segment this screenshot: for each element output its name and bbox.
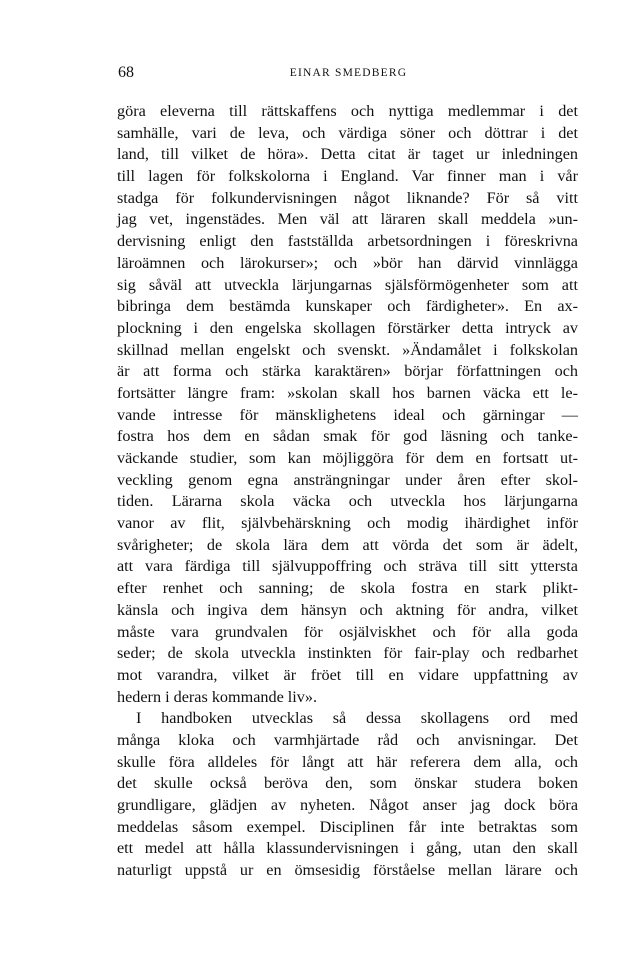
text-line: svårigheter; de skola lära dem att vörda det som är ädelt, <box>117 535 578 554</box>
text-line: till lagen för folkskolorna i England. Var finner man i vår <box>117 167 578 186</box>
text-line: skulle föra alldeles för långt att här referera dem alla, och <box>117 752 578 771</box>
text-line: I handboken utvecklas så dessa skollagens ord med <box>136 709 578 728</box>
text-line: naturligt uppstå ur en ömsesidig förståelse mellan lärare och <box>117 861 578 880</box>
body-text <box>117 101 578 882</box>
text-line: grundligare, glädjen av nyheten. Något anser jag dock böra <box>117 796 578 814</box>
text-line: det skulle också beröva den, som önskar studera boken <box>117 774 578 793</box>
text-line: stadga för folkundervisningen något liknande? För så vitt <box>117 188 578 207</box>
text-line: vanor av flit, självbehärskning och modig ihärdighet inför <box>117 514 578 533</box>
text-line: hedern i deras kommande liv». <box>117 687 318 706</box>
text-line: mot varandra, vilket är fröet till en vidare uppfattning av <box>117 665 578 684</box>
text-line: göra eleverna till rättskaffens och nyttiga medlemmar i det <box>117 102 578 120</box>
text-line: att vara färdiga till självuppoffring och sträva till sitt yttersta <box>117 557 578 576</box>
text-line: meddelas såsom exempel. Disciplinen får inte betraktas som <box>117 817 578 836</box>
text-line: läroämnen och lärokurser»; och »bör han därvid vinnlägga <box>117 253 578 272</box>
text-line: plockning i den engelska skollagen förstärker detta intryck av <box>117 318 578 337</box>
paragraph <box>117 708 578 882</box>
running-header <box>118 64 579 86</box>
text-line: sig såväl att utveckla lärjungarnas själsförmögenheter som att <box>117 275 578 294</box>
text-line: många kloka och varmhjärtade råd och anvisningar. Det <box>117 730 578 749</box>
text-line: skillnad mellan engelskt och svenskt. »Ändamålet i folkskolan <box>117 340 578 359</box>
text-line: land, till vilket de höra». Detta citat är taget ur inledningen <box>117 145 578 164</box>
text-line: seder; de skola utveckla instinkten för fair-play och redbarhet <box>117 644 578 663</box>
text-line: är att forma och stärka karaktären» börjar författningen och <box>117 362 578 381</box>
paragraph <box>117 101 578 708</box>
page-number: 68 <box>118 64 134 81</box>
text-line: dervisning enligt den fastställda arbetsordningen i föreskrivna <box>117 232 578 251</box>
text-line: samhälle, vari de leva, och värdiga söner och döttrar i det <box>117 123 578 142</box>
text-line: känsla och ingiva dem hänsyn och aktning för andra, vilket <box>117 600 578 619</box>
text-line: veckling genom egna ansträngningar under åren efter skol- <box>117 470 578 489</box>
text-line: bibringa dem bestämda kunskaper och färdigheter». En ax- <box>117 297 578 316</box>
text-line: ett medel att hålla klassundervisningen i gång, utan den skall <box>117 839 578 858</box>
text-line: jag vet, ingenstädes. Men väl att läraren skall meddela »un- <box>117 210 578 229</box>
text-line: vande intresse för mänsklighetens ideal och gärningar — <box>117 405 578 424</box>
text-line: måste vara grundvalen för osjälviskhet och för alla goda <box>117 622 578 641</box>
text-line: efter renhet och sanning; de skola fostra en stark plikt- <box>117 579 578 598</box>
running-head: EINAR SMEDBERG <box>289 67 408 79</box>
text-line: tiden. Lärarna skola väcka och utveckla hos lärjungarna <box>117 492 578 511</box>
text-line: väckande studier, som kan möjliggöra för dem en fortsatt ut- <box>117 449 578 467</box>
text-line: fortsätter längre fram: »skolan skall hos barnen väcka ett le- <box>117 383 578 402</box>
text-line: fostra hos dem en sådan smak för god läsning och tanke- <box>117 427 578 446</box>
